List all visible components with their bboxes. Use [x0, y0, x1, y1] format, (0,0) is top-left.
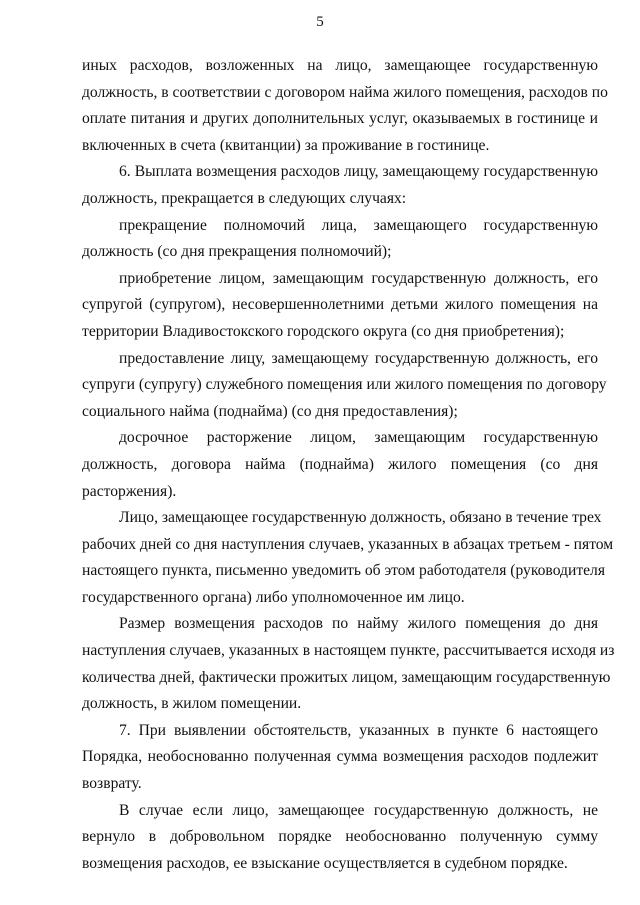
text-line: должность, в соответствии с договором найма жилого помещения, расходов по — [82, 83, 608, 101]
text-line: возмещения расходов, ее взыскание осуществляется в судебном порядке. — [82, 854, 568, 872]
text-line: должность, в жилом помещении. — [82, 695, 302, 713]
text-line: настоящего пункта, письменно уведомить об этом работодателя (руководителя — [82, 562, 606, 580]
text-line: государственного органа) либо уполномоченное им лицо. — [82, 588, 465, 606]
text-line: супруги (супругу) служебного помещения или жилого помещения по договору — [82, 376, 607, 394]
text-line: должность (со дня прекращения полномочий); — [82, 243, 392, 261]
text-line: количества дней, фактически прожитых лицом, замещающим государственную — [82, 668, 611, 686]
text-line: включенных в счета (квитанции) за проживание в гостинице. — [82, 136, 490, 154]
text-line: должность, прекращается в следующих случаях: — [82, 189, 407, 207]
text-line: территории Владивостокского городского округа (со дня приобретения); — [82, 322, 565, 340]
text-line: супругой (супругом), несовершеннолетними детьми жилого помещения на — [82, 296, 598, 314]
text-line: Размер возмещения расходов по найму жилого помещения до дня — [119, 615, 598, 633]
document-body — [82, 53, 615, 877]
text-line: досрочное расторжение лицом, замещающим государственную — [119, 429, 598, 447]
text-line: рабочих дней со дня наступления случаев, указанных в абзацах третьем - пятом — [82, 535, 614, 553]
text-line: Лицо, замещающее государственную должность, обязано в течение трех — [119, 509, 602, 527]
text-line: возврату. — [82, 775, 142, 793]
text-line: 6. Выплата возмещения расходов лицу, замещающему государственную — [119, 163, 598, 181]
text-line: прекращение полномочий лица, замещающего государственную — [119, 216, 598, 234]
text-line: иных расходов, возложенных на лицо, замещающее государственную — [82, 57, 598, 74]
text-line: Порядка, необоснованно полученная сумма возмещения расходов подлежит — [82, 748, 598, 766]
text-line: социального найма (поднайма) (со дня предоставления); — [82, 402, 458, 420]
text-line: оплате питания и других дополнительных услуг, оказываемых в гостинице и — [82, 110, 598, 128]
text-line: должность, договора найма (поднайма) жилого помещения (со дня — [82, 455, 598, 473]
text-line: наступления случаев, указанных в настоящем пункте, рассчитывается исходя из — [82, 642, 615, 660]
text-line: В случае если лицо, замещающее государственную должность, не — [119, 801, 598, 819]
text-line: 7. При выявлении обстоятельств, указанных в пункте 6 настоящего — [119, 721, 598, 739]
text-line: расторжения). — [82, 482, 177, 500]
text-line: предоставление лицу, замещающему государственную должность, его — [119, 349, 598, 367]
page-number: 5 — [316, 14, 324, 30]
text-line: приобретение лицом, замещающим государственную должность, его — [119, 269, 598, 287]
text-line: вернуло в добровольном порядке необоснованно полученную сумму — [82, 828, 598, 846]
